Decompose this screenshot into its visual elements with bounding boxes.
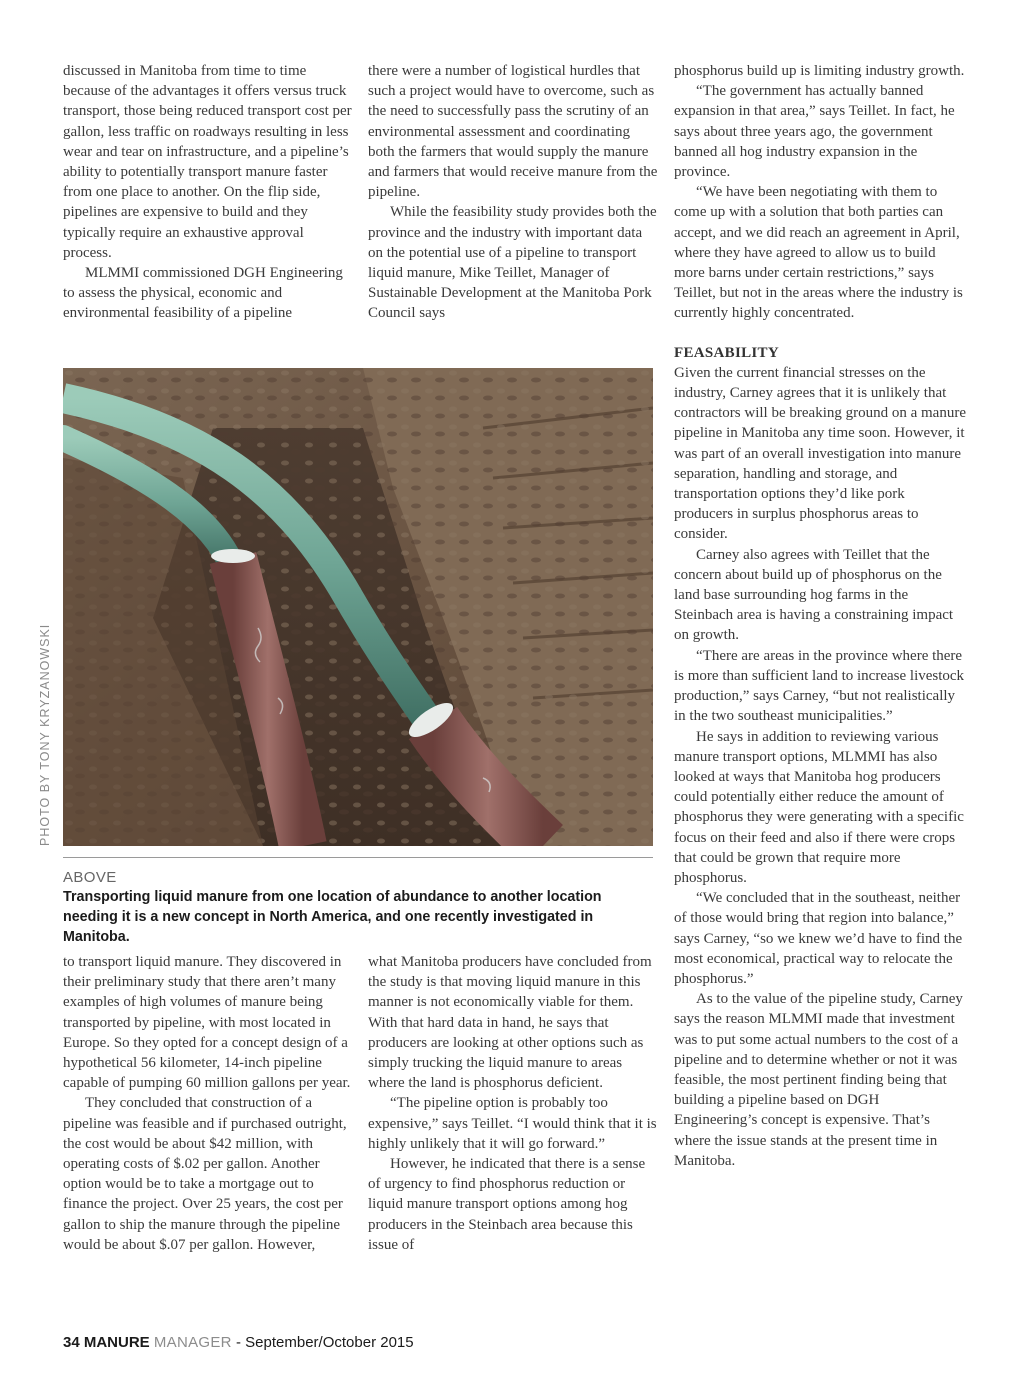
caption-kicker: ABOVE bbox=[63, 869, 117, 886]
column-1-bottom bbox=[63, 952, 353, 1255]
page-footer bbox=[63, 1334, 414, 1351]
paragraph: However, he indicated that there is a sense of urgency to find phosphorus reduction or liquid manure transport options among hog producers in the Steinbach area because this issue of bbox=[368, 1156, 646, 1253]
column-3 bbox=[674, 61, 966, 1171]
paragraph: discussed in Manitoba from time to time because of the advantages it offers versus truck transport, those being reduced transport cost per gallon, less traffic on roadways resulting in less wear and tear on infrastructure, and a pipeline’s ability to potentially transport manure faster from one place to another. On the flip side, pipelines are expensive to build and they typically require an exhaustive approval process. bbox=[63, 63, 352, 261]
paragraph: what Manitoba producers have concluded from the study is that moving liquid manure in this manner is not economically viable for them. With that hard data in hand, he says that producers are looking at other options such as simply trucking the liquid manure to areas where the land is phosphorus deficient. bbox=[368, 954, 652, 1092]
magazine-name-light: MANAGER bbox=[153, 1334, 232, 1351]
paragraph: MLMMI commissioned DGH Engineering to assess the physical, economic and environmental feasibility of a pipeline bbox=[63, 265, 343, 322]
caption-text: Transporting liquid manure from one location of abundance to another location needing it is a new concept in North America, and one recently investigated in Manitoba. bbox=[63, 889, 602, 945]
magazine-name-bold: MANURE bbox=[83, 1334, 150, 1351]
paragraph: “The government has actually banned expansion in that area,” says Teillet. In fact, he says about three years ago, the government banned all hog industry expansion in the province. bbox=[674, 83, 955, 181]
paragraph: They concluded that construction of a pipeline was feasible and if purchased outright, the cost would be about $42 million, with operating costs of $.02 per gallon. Another option would be to take a mortgage out to finance the project. Over 25 years, the cost per gallon to ship the manure through the pipeline would be about $.07 per gallon. However, bbox=[63, 1095, 347, 1253]
section-spacer bbox=[674, 324, 966, 343]
column-1-top bbox=[63, 61, 353, 324]
paragraph: Given the current financial stresses on the industry, Carney agrees that it is unlikely that contractors will be breaking ground on a manure pipeline in Manitoba any time soon. However, it was part of an overall investigation into manure separation, handling and storage, and transportation options they’d like pork producers in surplus phosphorus areas to consider. bbox=[674, 364, 966, 543]
pipeline-trench-illustration bbox=[63, 368, 653, 846]
paragraph: Carney also agrees with Teillet that the concern about build up of phosphorus on the land base surrounding hog farms in the Steinbach area is having a constraining impact on growth. bbox=[674, 546, 954, 644]
paragraph: “There are areas in the province where there is more than sufficient land to increase livestock production,” says Carney, “but not realistically in the two southeast municipalities.” bbox=[674, 647, 965, 725]
photo-credit: PHOTO BY TONY KRYZANOWSKI bbox=[38, 623, 52, 846]
page-number: 34 bbox=[63, 1334, 80, 1351]
paragraph: He says in addition to reviewing various manure transport options, MLMMI has also looked at ways that Manitoba hog producers could potentially either reduce the amount of phosphorus they were generating with a specific focus on their feed and also if there were crops that could be grown that require more phosphorus. bbox=[674, 728, 964, 886]
column-2-top bbox=[368, 61, 658, 324]
paragraph: As to the value of the pipeline study, Carney says the reason MLMMI made that investment was to put some actual numbers to the cost of a pipeline and to determine whether or not it was feasible, the most pertinent finding being that building a pipeline based on DGH Engineering’s concept is expensive. That’s where the issue stands at the present time in Manitoba. bbox=[674, 991, 963, 1169]
issue-date: - September/October 2015 bbox=[236, 1334, 414, 1351]
column-2-bottom bbox=[368, 952, 658, 1255]
paragraph: “We have been negotiating with them to come up with a solution that both parties can accept, and we did reach an agreement in April, where they have agreed to allow us to build more barns under certain restrictions,” says Teillet, but not in the areas where the industry is currently highly concentrated. bbox=[674, 184, 963, 322]
paragraph: phosphorus build up is limiting industry growth. bbox=[674, 63, 965, 79]
paragraph: there were a number of logistical hurdles that such a project would have to overcome, such as the need to successfully pass the scrutiny of an environmental assessment and coordinating both the farmers that would supply the manure and farmers that would receive manure from the pipeline. bbox=[368, 63, 658, 201]
pipeline-trench-photo bbox=[63, 368, 653, 846]
paragraph: “We concluded that in the southeast, neither of those would bring that region into balance,” says Carney, “so we knew we’d have to find the most economical, practical way to relocate the phosphorus.” bbox=[674, 890, 963, 987]
caption-divider bbox=[63, 857, 653, 858]
paragraph: “The pipeline option is probably too expensive,” says Teillet. “I would think that it is highly unlikely that it will go forward.” bbox=[368, 1095, 657, 1152]
paragraph: While the feasibility study provides both the province and the industry with important data on the potential use of a pipeline to transport liquid manure, Mike Teillet, Manager of Sustainable Development at the Manitoba Pork Council says bbox=[368, 204, 657, 322]
section-heading: FEASABILITY bbox=[674, 344, 779, 361]
paragraph: to transport liquid manure. They discovered in their preliminary study that there aren’t many examples of high volumes of manure being transported by pipeline, with most located in Europe. So they opted for a concept design of a hypothetical 56 kilometer, 14-inch pipeline capable of pumping 60 million gallons per year. bbox=[63, 954, 351, 1092]
pipe-joint-band bbox=[211, 549, 255, 563]
